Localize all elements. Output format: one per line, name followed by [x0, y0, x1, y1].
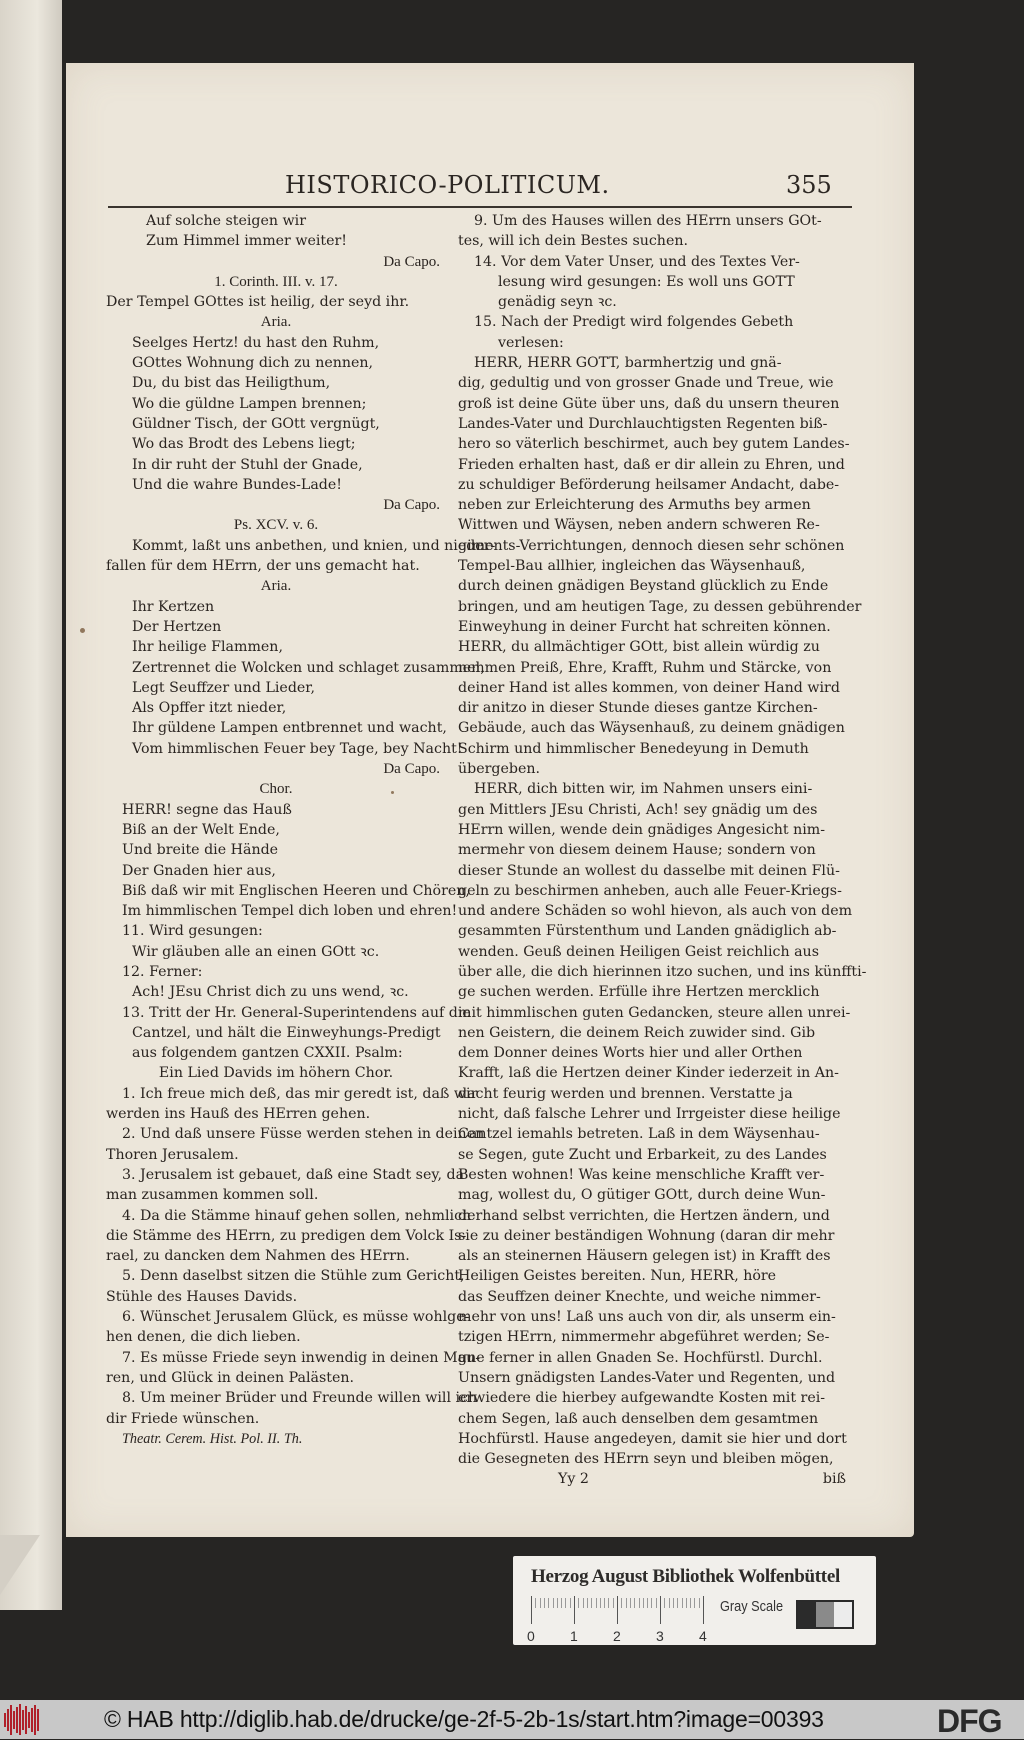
text-line: Tempel-Bau allhier, ingleichen das Wäysenhauß,: [458, 558, 806, 575]
text-line: Da Capo.: [383, 761, 440, 778]
text-line: sie zu deiner beständigen Wohnung (daran dir mehr: [458, 1227, 835, 1244]
ruler-tick: [596, 1598, 597, 1608]
ruler-tick: [535, 1598, 536, 1608]
text-line: mag, wollest du, O gütiger GOtt, durch deine Wun-: [458, 1187, 826, 1204]
ruler-tick: [630, 1598, 631, 1608]
text-line: Ps. XCV. v. 6.: [233, 517, 319, 534]
text-line: Biß an der Welt Ende,: [122, 821, 280, 838]
text-line: gesammten Fürstenthum und Landen gnädiglich ab-: [458, 923, 837, 940]
footer-bar: [0, 1700, 1024, 1739]
ruler-tick: [600, 1598, 601, 1608]
text-line: Da Capo.: [383, 497, 440, 514]
ruler-tick: [647, 1598, 648, 1608]
ruler-tick: [677, 1598, 678, 1608]
ruler-tick: [690, 1598, 691, 1608]
ruler-tick: [639, 1598, 640, 1608]
text-line: Stühle des Hauses Davids.: [106, 1288, 298, 1305]
logo-bar: [22, 1710, 24, 1730]
text-line: 1. Corinth. III. v. 17.: [214, 273, 338, 290]
logo-bar: [19, 1704, 21, 1735]
ruler-tick: [557, 1598, 558, 1608]
text-line: und andere Schäden so wohl hievon, als auch von dem: [458, 903, 853, 920]
text-line: nicht, daß falsche Lehrer und Irrgeister diese heilige: [458, 1106, 841, 1123]
hab-logo-icon: [4, 1704, 44, 1735]
text-line: Wittwen und Wäysen, neben andern schweren Re-: [458, 517, 820, 534]
text-line: Güldner Tisch, der GOtt vergnügt,: [132, 415, 380, 432]
text-line: Besten wohnen! Was keine menschliche Krafft ver-: [458, 1166, 825, 1183]
logo-bar: [25, 1706, 27, 1734]
text-line: gne ferner in allen Gnaden Se. Hochfürstl. Durchl.: [458, 1349, 823, 1366]
text-line: mermehr von diesem deinem Hause; sondern von: [458, 842, 816, 859]
ruler-tick: [583, 1598, 584, 1608]
text-line: Hochfürstl. Hause angedeyen, damit sie hier und dort: [458, 1430, 847, 1447]
book-page: [66, 63, 914, 1537]
logo-bar: [7, 1709, 9, 1731]
ruler-label: 3: [656, 1628, 664, 1644]
text-line: Ihr Kertzen: [132, 598, 215, 615]
ruler-tick: [570, 1598, 571, 1608]
ruler-tick: [574, 1596, 575, 1624]
text-line: lesung wird gesungen: Es woll uns GOTT: [498, 273, 795, 290]
text-line: Im himmlischen Tempel dich loben und ehren!: [122, 903, 458, 920]
text-line: hen denen, die dich lieben.: [106, 1329, 301, 1346]
logo-bar: [13, 1711, 15, 1729]
text-line: Chor.: [259, 781, 293, 798]
text-line: 11. Wird gesungen:: [122, 923, 263, 940]
text-line: Wo die güldne Lampen brennen;: [132, 395, 367, 412]
ruler-tick: [561, 1598, 562, 1608]
text-line: Thoren Jerusalem.: [106, 1146, 239, 1163]
ruler-tick: [587, 1598, 588, 1608]
text-line: aus folgendem gantzen CXXII. Psalm:: [132, 1045, 403, 1062]
running-title: HISTORICO-POLITICUM.: [285, 171, 610, 199]
signature-row: [458, 1469, 856, 1489]
text-line: übergeben.: [458, 761, 541, 778]
text-line: HERR, dich bitten wir, im Nahmen unsers eini-: [474, 781, 813, 798]
text-line: Ihr heilige Flammen,: [132, 639, 283, 656]
gray-scale-label: Gray Scale: [720, 1598, 784, 1615]
text-line: Vom himmlischen Feuer bey Tage, bey Nacht!: [132, 740, 463, 757]
text-line: 3. Jerusalem ist gebauet, daß eine Stadt sey, da: [122, 1166, 465, 1183]
gray-swatch: [816, 1602, 834, 1627]
text-line: dieser Stunde an wollest du dasselbe mit deinen Flü-: [458, 862, 840, 879]
text-line: Seelges Hertz! du hast den Ruhm,: [132, 334, 380, 351]
text-line: 6. Wünschet Jerusalem Glück, es müsse wohlge-: [122, 1309, 470, 1326]
ruler-tick: [664, 1598, 665, 1608]
text-line: Ein Lied Davids im höhern Chor.: [158, 1065, 394, 1082]
text-line: giments-Verrichtungen, dennoch diesen sehr schönen: [458, 537, 845, 554]
text-line: verlesen:: [498, 334, 564, 351]
logo-bar: [10, 1705, 12, 1735]
copyright-link[interactable]: © HAB http://diglib.hab.de/drucke/ge-2f-5-2b-1s/start.htm?image=00393: [104, 1706, 824, 1732]
ruler-tick: [531, 1596, 532, 1624]
ruler-tick: [651, 1598, 652, 1608]
gray-swatch: [834, 1602, 852, 1627]
text-line: die Gesegneten des HErrn seyn und bleiben mögen,: [458, 1451, 834, 1468]
ruler-tick: [626, 1598, 627, 1608]
ruler-label: 1: [570, 1628, 578, 1644]
text-line: bringen, und am heutigen Tage, zu dessen gebührender: [458, 598, 862, 615]
signature-mark: Yy 2: [558, 1471, 589, 1488]
text-line: Zum Himmel immer weiter!: [146, 233, 348, 250]
ruler-label: 0: [527, 1628, 535, 1644]
ruler-tick: [669, 1598, 670, 1608]
dfg-logo: DFG: [937, 1703, 1002, 1739]
logo-bar: [28, 1712, 30, 1728]
text-line: dir Friede wünschen.: [106, 1410, 260, 1427]
logo-bar: [4, 1713, 6, 1727]
ruler-tick: [634, 1598, 635, 1608]
text-line: 9. Um des Hauses willen des HErrn unsers GOt-: [474, 213, 822, 229]
text-line: wenden. Geuß deinen Heiligen Geist reichlich aus: [458, 943, 819, 960]
text-line: HERR, HERR GOTT, barmhertzig und gnä-: [474, 355, 782, 372]
ruler-tick: [578, 1598, 579, 1608]
text-line: Theatr. Cerem. Hist. Pol. II. Th.: [122, 1430, 303, 1447]
ruler-tick: [643, 1598, 644, 1608]
text-line: mit himmlischen guten Gedancken, steure allen unrei-: [458, 1004, 851, 1021]
text-line: Ach! JEsu Christ dich zu uns wend, ꝛc.: [132, 984, 409, 1001]
library-name: Herzog August Bibliothek Wolfenbüttel: [531, 1566, 840, 1587]
adjacent-page-edge: [0, 0, 62, 1610]
text-line: gen Mittlers JEsu Christi, Ach! sey gnädig um des: [458, 801, 818, 818]
catchword: biß: [822, 1471, 846, 1488]
text-line: nen Geistern, die deinem Reich zuwider sind. Gib: [458, 1024, 816, 1041]
text-line: rael, zu dancken dem Nahmen des HErrn.: [106, 1248, 410, 1265]
text-line: fallen für dem HErrn, der uns gemacht hat.: [106, 558, 420, 575]
text-line: Der Hertzen: [132, 618, 222, 635]
page-number: 355: [786, 171, 832, 199]
ruler-tick: [553, 1598, 554, 1608]
ruler-label: 4: [699, 1628, 707, 1644]
text-line: Als Opffer itzt nieder,: [132, 700, 287, 717]
text-line: se Segen, gute Zucht und Erbarkeit, zu des Landes: [458, 1146, 827, 1163]
gray-swatch: [798, 1602, 816, 1627]
header-rule: [108, 206, 852, 208]
text-line: HERR! segne das Hauß: [122, 801, 292, 818]
text-line: 4. Da die Stämme hinauf gehen sollen, nehmlich: [122, 1207, 472, 1224]
text-line: geln zu beschirmen anheben, auch alle Feuer-Kriegs-: [458, 882, 842, 899]
text-line: Auf solche steigen wir: [146, 213, 306, 229]
text-line: HERR, du allmächtiger GOtt, bist allein würdig zu: [458, 639, 820, 656]
text-line: dig, gedultig und von grosser Gnade und Treue, wie: [458, 375, 834, 392]
text-line: zu schuldiger Beförderung heilsamer Andacht, dabe-: [458, 476, 840, 493]
text-line: man zusammen kommen soll.: [106, 1187, 319, 1204]
text-line: In dir ruht der Stuhl der Gnade,: [132, 456, 363, 473]
text-line: Und breite die Hände: [122, 842, 279, 859]
text-line: Du, du bist das Heiligthum,: [132, 375, 331, 392]
text-line: Einweyhung in deiner Furcht hat schreiten können.: [458, 618, 831, 635]
ruler-tick: [565, 1598, 566, 1608]
ruler-label: 2: [613, 1628, 621, 1644]
adjacent-page-corner: [0, 1535, 40, 1595]
text-line: dir anitzo in dieser Stunde dieses gantze Kirchen-: [458, 700, 818, 717]
text-line: 14. Vor dem Vater Unser, und des Textes Ver-: [474, 253, 800, 270]
text-line: nehmen Preiß, Ehre, Krafft, Ruhm und Stärcke, von: [458, 659, 832, 676]
text-line: Ihr güldene Lampen entbrennet und wacht,: [132, 720, 447, 737]
ruler-tick: [703, 1596, 704, 1624]
ruler-tick: [660, 1596, 661, 1624]
logo-bar: [16, 1707, 18, 1733]
text-line: 8. Um meiner Brüder und Freunde willen will ich: [122, 1390, 478, 1407]
logo-bar: [37, 1709, 39, 1731]
running-head: [66, 171, 914, 211]
text-line: das Seuffzen deiner Knechte, und weiche nimmer-: [458, 1288, 821, 1305]
ruler-tick: [591, 1598, 592, 1608]
text-line: groß ist deine Güte über uns, daß du unsern theuren: [458, 395, 840, 412]
ruler-tick: [608, 1598, 609, 1608]
ruler-tick: [548, 1598, 549, 1608]
color-scale-card: [513, 1556, 876, 1645]
text-line: werden ins Hauß des HErren gehen.: [106, 1106, 371, 1123]
logo-bar: [34, 1705, 36, 1735]
ruler-tick: [673, 1598, 674, 1608]
text-line: 1. Ich freue mich deß, das mir geredt ist, daß wir: [122, 1085, 478, 1102]
text-line: genädig seyn ꝛc.: [498, 294, 617, 311]
ruler-tick: [613, 1598, 614, 1608]
ruler-tick: [656, 1598, 657, 1608]
paper-stain: [391, 791, 394, 794]
text-line: Da Capo.: [383, 253, 440, 270]
text-line: chem Segen, laß auch denselben dem gesamtmen: [458, 1410, 819, 1427]
text-line: HErrn willen, wende dein gnädiges Angesicht nim-: [458, 821, 826, 838]
text-line: dacht feurig werden und brennen. Verstatte ja: [458, 1085, 793, 1102]
ruler-tick: [617, 1596, 618, 1624]
text-line: Unsern gnädigsten Landes-Vater und Regenten, und: [458, 1369, 836, 1386]
text-line: ren, und Glück in deinen Palästen.: [106, 1369, 355, 1386]
text-line: ge suchen werden. Erfülle ihre Hertzen mercklich: [458, 984, 820, 1001]
text-line: Zertrennet die Wolcken und schlaget zusammen,: [132, 659, 485, 676]
text-line: durch deinen gnädigen Beystand glücklich zu Ende: [458, 578, 829, 595]
text-line: 2. Und daß unsere Füsse werden stehen in deinen: [122, 1126, 485, 1143]
text-line: Der Gnaden hier aus,: [122, 862, 276, 879]
text-line: Biß daß wir mit Englischen Heeren und Chören,: [122, 882, 470, 899]
ruler-tick: [699, 1598, 700, 1608]
ruler-tick: [686, 1598, 687, 1608]
ruler-tick: [694, 1598, 695, 1608]
text-line: Cantzel iemahls betreten. Laß in dem Wäysenhau-: [458, 1126, 820, 1143]
text-line: 5. Denn daselbst sitzen die Stühle zum Gericht,: [122, 1268, 465, 1285]
text-line: mehr von uns! Laß uns auch von dir, als unserm ein-: [458, 1309, 836, 1326]
ruler-tick: [621, 1598, 622, 1608]
text-line: über alle, die dich hierinnen itzo suchen, und ins künffti-: [458, 963, 867, 980]
text-line: Krafft, laß die Hertzen deiner Kinder iederzeit in An-: [458, 1065, 839, 1082]
text-line: neben zur Erleichterung des Armuths bey armen: [458, 497, 811, 514]
text-line: Frieden erhalten hast, daß er dir allein zu Ehren, und: [458, 456, 845, 473]
ruler-tick: [540, 1598, 541, 1608]
text-line: 12. Ferner:: [122, 963, 203, 980]
text-line: Wir gläuben alle an einen GOtt ꝛc.: [132, 943, 380, 960]
text-line: Gebäude, auch das Wäysenhauß, zu deinem gnädigen: [458, 720, 845, 737]
text-line: Aria.: [260, 578, 292, 595]
left-column: [106, 211, 496, 1449]
text-line: Der Tempel GOttes ist heilig, der seyd ihr.: [106, 294, 410, 311]
text-line: 13. Tritt der Hr. General-Superintendens auf die: [122, 1004, 471, 1021]
text-line: Aria.: [260, 314, 292, 331]
text-line: erwiedere die hierbey aufgewandte Kosten mit rei-: [458, 1390, 826, 1407]
text-line: Cantzel, und hält die Einweyhungs-Predigt: [132, 1024, 441, 1041]
text-line: tes, will ich dein Bestes suchen.: [458, 233, 688, 250]
text-line: Wo das Brodt des Lebens liegt;: [132, 436, 356, 453]
paper-stain: [80, 628, 85, 633]
text-line: Schirm und himmlischer Benedeyung in Demuth: [458, 740, 809, 757]
text-line: als an steinernen Häusern gelegen ist) in Krafft des: [458, 1248, 831, 1265]
text-line: Kommt, laßt uns anbethen, und knien, und nieder-: [132, 537, 496, 554]
gray-scale-swatches: [796, 1600, 854, 1629]
text-line: Und die wahre Bundes-Lade!: [132, 476, 342, 493]
ruler-tick: [604, 1598, 605, 1608]
text-line: die Stämme des HErrn, zu predigen dem Volck Is-: [106, 1227, 467, 1244]
text-line: 7. Es müsse Friede seyn inwendig in deinen Mau-: [122, 1349, 480, 1366]
text-line: Heiligen Geistes bereiten. Nun, HERR, höre: [458, 1268, 777, 1285]
logo-bar: [31, 1708, 33, 1732]
text-line: tzigen HErrn, nimmermehr abgeführet werden; Se-: [458, 1329, 830, 1346]
ruler-tick: [544, 1598, 545, 1608]
text-line: dem Donner deines Worts hier und aller Orthen: [458, 1045, 803, 1062]
text-line: hero so väterlich beschirmet, auch bey gutem Landes-: [458, 436, 850, 453]
right-column: [458, 211, 867, 1490]
text-line: Legt Seuffzer und Lieder,: [132, 679, 316, 696]
text-line: deiner Hand ist alles kommen, von deiner Hand wird: [458, 679, 840, 696]
text-line: Landes-Vater und Durchlauchtigsten Regenten biß-: [458, 415, 828, 432]
ruler: [527, 1596, 707, 1644]
ruler-tick: [682, 1598, 683, 1608]
text-line: 15. Nach der Predigt wird folgendes Gebeth: [474, 314, 794, 331]
text-line: derhand selbst verrichten, die Hertzen ändern, und: [458, 1207, 830, 1224]
text-line: GOttes Wohnung dich zu nennen,: [132, 355, 374, 372]
